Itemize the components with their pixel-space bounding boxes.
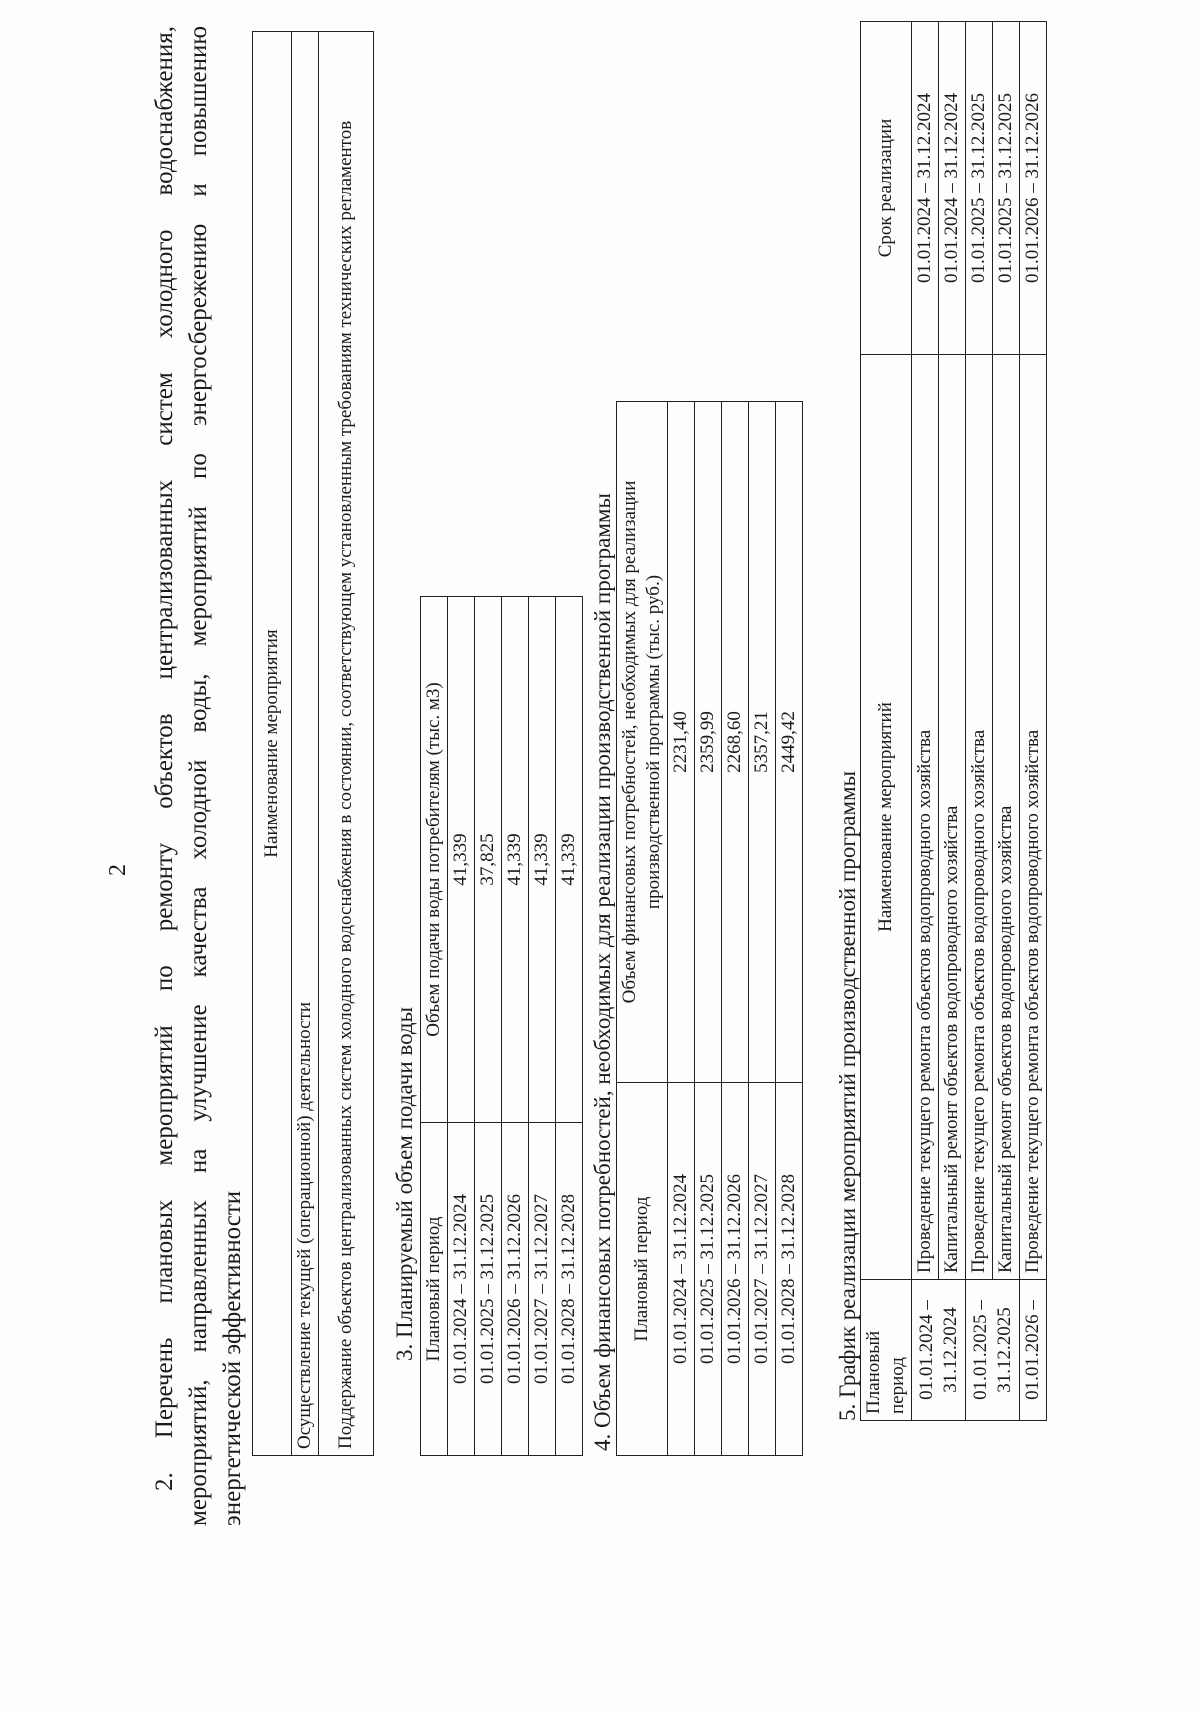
table-cell: 2449,42 [776, 402, 803, 1083]
table-cell: 37,825 [475, 597, 502, 1123]
section-5-table [860, 21, 1047, 1421]
table-cell: 01.01.2025 – 31.12.2025 [966, 22, 993, 355]
table-cell: 41,339 [556, 597, 583, 1123]
section-5-title: 5. График реализации мероприятий производственной программы [835, 770, 860, 1421]
section-2-row-2: Поддержание объектов централизованных систем холодного водоснабжения в состоянии, соответствующем установленным требованиям технических регламентов [319, 32, 374, 1456]
table-cell: 01.01.2024 – 31.12.2024 [912, 22, 939, 355]
table-row: 01.01.2024 – 31.12.2024 [668, 1083, 695, 1456]
section-3-header-volume: Объем подачи воды потребителям (тыс. м3) [421, 597, 448, 1123]
section-5-header-deadline: Срок реализации [861, 22, 912, 355]
table-cell-period: 01.01.2026 – [1020, 1280, 1047, 1421]
section-5-header-activity: Наименование мероприятий [861, 355, 912, 1280]
section-2-heading-line-2: мероприятий, направленных на улучшение качества холодной воды, мероприятий по энергосбережению и повышению [185, 26, 212, 1526]
table-row: 01.01.2025 – 31.12.2025 [475, 1123, 502, 1456]
table-row: 01.01.2026 – 31.12.2026 [502, 1123, 529, 1456]
table-cell: 5357,21 [749, 402, 776, 1083]
table-row: Проведение текущего ремонта объектов водопроводного хозяйства [966, 355, 993, 1280]
table-cell: 41,339 [448, 597, 475, 1123]
table-row: 01.01.2026 – 31.12.2026 [722, 1083, 749, 1456]
table-row: Капитальный ремонт объектов водопроводного хозяйства [993, 355, 1020, 1280]
section-4-header-amount: Объем финансовых потребностей, необходимых для реализации производственной программы (тыс. руб.) [617, 402, 668, 1083]
table-row: 01.01.2027 – 31.12.2027 [529, 1123, 556, 1456]
table-cell: 41,339 [502, 597, 529, 1123]
table-cell-period: 01.01.2024 – 31.12.2024 [912, 1280, 966, 1421]
section-3-table [420, 596, 583, 1456]
table-cell: 2231,40 [668, 402, 695, 1083]
table-cell-period: 01.01.2025 – 31.12.2025 [966, 1280, 1020, 1421]
section-4-table [616, 401, 803, 1456]
table-row: 01.01.2025 – 31.12.2025 [695, 1083, 722, 1456]
table-row: Проведение текущего ремонта объектов водопроводного хозяйства [912, 355, 939, 1280]
table-row: 01.01.2027 – 31.12.2027 [749, 1083, 776, 1456]
table-row: Капитальный ремонт объектов водопроводного хозяйства [939, 355, 966, 1280]
section-5-header-period: Плановый период [861, 1280, 912, 1421]
section-2-row-1: Осуществление текущей (операционной) деятельности [292, 32, 319, 1456]
table-cell: 01.01.2026 – 31.12.2026 [1020, 22, 1047, 355]
table-row: Проведение текущего ремонта объектов водопроводного хозяйства [1020, 355, 1047, 1280]
table-row: 01.01.2024 – 31.12.2024 [448, 1123, 475, 1456]
table-row: 01.01.2028 – 31.12.2028 [556, 1123, 583, 1456]
table-cell: 01.01.2024 – 31.12.2024 [939, 22, 966, 355]
section-2-heading [148, 26, 250, 1526]
table-cell: 01.01.2025 – 31.12.2025 [993, 22, 1020, 355]
section-2-heading-line-1: 2. Перечень плановых мероприятий по ремонту объектов централизованных систем холодного водоснабжения, [151, 26, 178, 1491]
table-cell: 2359,99 [695, 402, 722, 1083]
section-3-title: 3. Планируемый объем подачи воды [392, 1006, 417, 1361]
section-4-header-period: Плановый период [617, 1083, 668, 1456]
page-number: 2 [105, 864, 131, 876]
table-row: 01.01.2028 – 31.12.2028 [776, 1083, 803, 1456]
section-3-header-period: Плановый период [421, 1123, 448, 1456]
table-cell: 2268,60 [722, 402, 749, 1083]
section-2-table [252, 31, 374, 1456]
section-2-col-header: Наименование мероприятия [253, 32, 292, 1456]
table-cell: 41,339 [529, 597, 556, 1123]
section-4-title: 4. Объем финансовых потребностей, необходимых для реализации производственной программы [590, 493, 615, 1451]
section-2-heading-line-3: энергетической эффективности [219, 1190, 246, 1526]
